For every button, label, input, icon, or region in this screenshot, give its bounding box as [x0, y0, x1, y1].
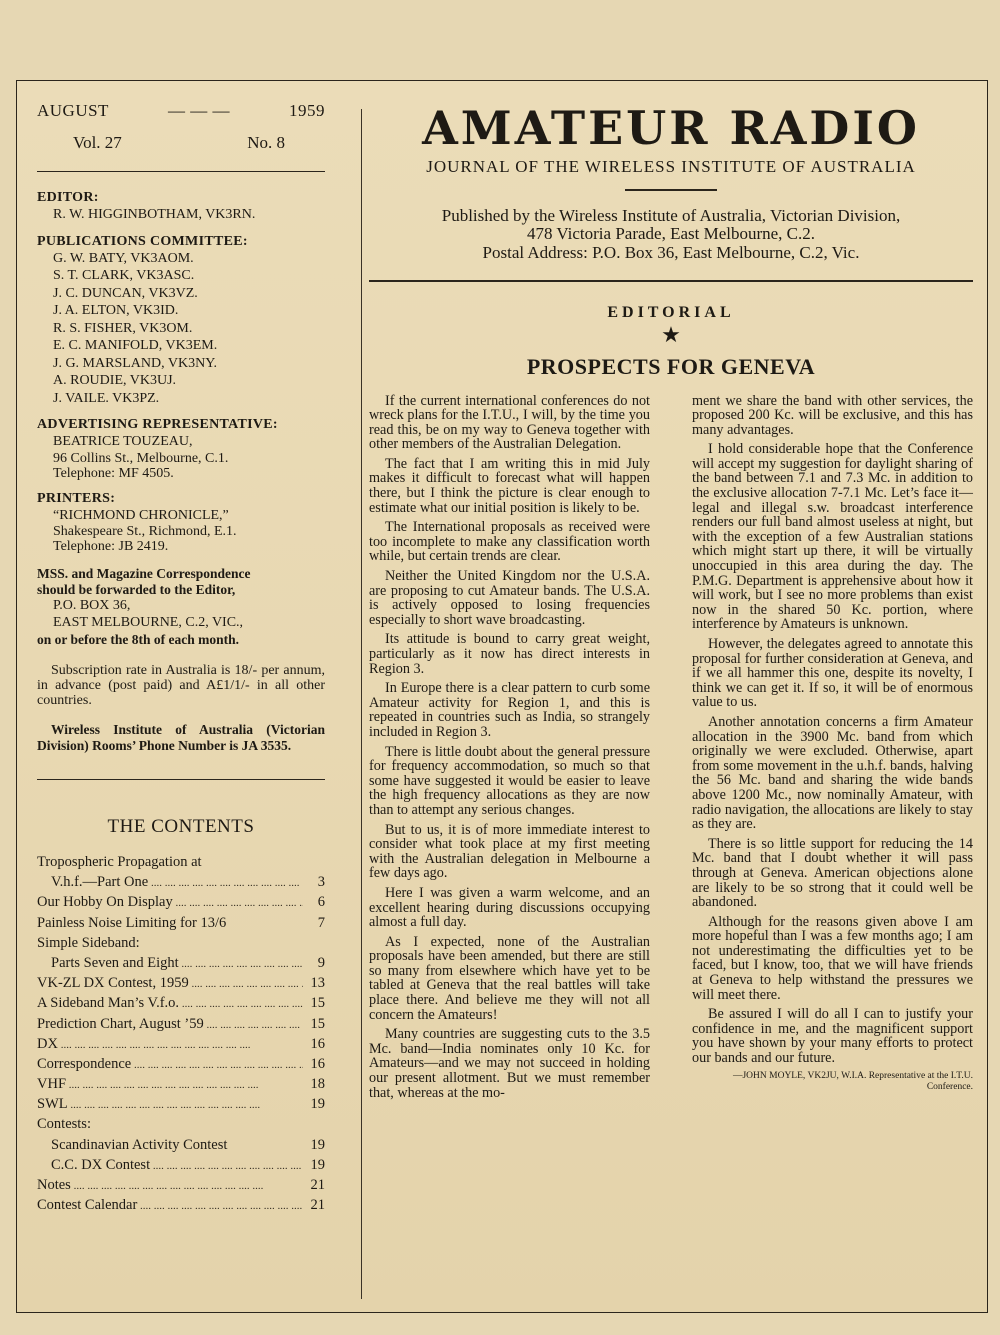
- contents-item-page: 19: [310, 1096, 325, 1113]
- mss-address: P.O. BOX 36,: [53, 598, 131, 613]
- editorial-label: EDITORIAL: [607, 303, 735, 321]
- editorial-title: PROSPECTS FOR GENEVA: [526, 353, 816, 379]
- mss-deadline: on or before the 8th of each month.: [37, 632, 239, 647]
- printers-line: Telephone: JB 2419.: [53, 539, 169, 554]
- contents-item: [37, 913, 325, 933]
- contents-item: [37, 872, 325, 892]
- editorial-paragraph: I hold considerable hope that the Conference will accept my suggestion for daylight sharing of the band between 7.1 and 7.3 Mc. in addition to the exclusive allocation 7-7.1 Mc. Let’s face it—legal and illegal s.w. broadcast interference renders our full band almost useless at night, but with the exception of a few Australian stations which might start up there, it will be virtually unoccupied in this area during the day. The P.M.G. Department is apprehensive about how it will work, but I see no more problems than exist now in the shared 50 Kc. portion, where interference by Amateurs is unknown.: [692, 441, 973, 633]
- contents-item-page: 6: [317, 894, 325, 911]
- editorial-paragraph: Another annotation concerns a firm Amateur allocation in the 3900 Mc. band from which originally we were excluded. Otherwise, apart from some movement in the u.h.f. bands, halving the 56 Mc. band and sharing the wide bands above 1200 Mc., now nominally Amateur, with radio navigation, the allocations are likely to stay as they are.: [692, 713, 973, 833]
- contents-item: [37, 1195, 325, 1215]
- editorial-paragraph: There is little doubt about the general pressure for frequency accommodation, so much so that some have suggested it would be easier to leave the high frequency allocations as they are now than to attempt any serious changes.: [369, 743, 650, 818]
- mss-block: [37, 566, 325, 649]
- contents-item: [37, 1155, 325, 1175]
- editorial-signature: —JOHN MOYLE, VK2JU, W.I.A. Representative at the I.T.U. Conference.: [732, 1070, 973, 1092]
- printers-label: PRINTERS:: [37, 490, 116, 506]
- contents-item: [37, 892, 325, 912]
- issue-dashes: — — —: [167, 101, 230, 120]
- contents-item-title: Simple Sideband:: [37, 934, 140, 951]
- contents-item-title: Tropospheric Propagation at: [37, 854, 202, 870]
- editorial-paragraph: In Europe there is a clear pattern to curb some Amateur activity for Region 1, and this is repeated in countries such as India, so strangely included in Region 3.: [369, 680, 650, 740]
- publisher-line: Published by the Wireless Institute of Australia, Victorian Division,: [441, 205, 901, 225]
- contents-item: [37, 1114, 325, 1134]
- mss-text: MSS. and Magazine Correspondence: [37, 566, 251, 581]
- star-icon: ★: [661, 321, 681, 347]
- issue-number-row: [37, 133, 325, 153]
- contents-item-title: Our Hobby On Display ....: [37, 892, 303, 913]
- editorial-paragraph: The fact that I am writing this in mid July makes it difficult to forecast what will happen there, but I think the picture is clear enough to estimate what our initial position is likely to be.: [369, 455, 650, 516]
- contents-item-page: 7: [317, 914, 325, 931]
- publisher-line: Postal Address: P.O. Box 36, East Melbourne, C.2, Vic.: [482, 242, 860, 262]
- pubcom-member: J. A. ELTON, VK3ID.: [53, 303, 179, 318]
- editor-name: R. W. HIGGINBOTHAM, VK3RN.: [53, 207, 256, 222]
- editorial-paragraph: Although for the reasons given above I am more hopeful than I was a few months ago; I am not underestimating the difficulties yet to be faced, but I know, too, that we will have friends at Geneva to help withstand the pressures we will meet there.: [692, 913, 973, 1003]
- contents-item: [37, 953, 325, 973]
- editorial-paragraph: The International proposals as received were too incomplete to make any classification worth while, but certain trends are clear.: [369, 519, 650, 565]
- pubcom-member: J. G. MARSLAND, VK3NY.: [53, 355, 218, 371]
- editorial-body: [369, 394, 973, 1106]
- contents-title: THE CONTENTS: [107, 816, 255, 837]
- pubcom-list: [37, 250, 325, 408]
- contents-item-page: 16: [310, 1055, 325, 1072]
- pubcom-member: J. C. DUNCAN, VK3VZ.: [53, 285, 198, 301]
- contents-item: [37, 933, 325, 953]
- pubcom-label: PUBLICATIONS COMMITTEE:: [37, 233, 248, 249]
- editorial-paragraph: However, the delegates agreed to annotate this proposal for further consideration at Geneva, and if we all hammer this one, despite its novelty, I think we can get it. If so, it will be of enormous value to us.: [692, 636, 973, 711]
- contents-item-page: 21: [310, 1177, 325, 1193]
- contents-item-title: Correspondence ....: [37, 1054, 303, 1075]
- left-sidebar: [37, 101, 325, 1215]
- contents-item-title: Painless Noise Limiting for 13/6: [37, 914, 227, 931]
- contents-item-title: Prediction Chart, August ’59 ....: [37, 1014, 303, 1035]
- contents-item-title: V.h.f.—Part One ....: [51, 872, 303, 893]
- contents-item: [37, 1034, 325, 1054]
- issue-year: 1959: [288, 101, 325, 120]
- column-divider: [361, 109, 362, 1299]
- contents-item-page: 19: [310, 1156, 325, 1173]
- editorial-column-right: [692, 394, 973, 1106]
- pubcom-member: A. ROUDIE, VK3UJ.: [53, 373, 177, 388]
- contents-item-page: 3: [317, 874, 325, 891]
- issue-number: No. 8: [247, 133, 285, 152]
- publisher-line: 478 Victoria Parade, East Melbourne, C.2.: [526, 224, 816, 243]
- advertising-line: BEATRICE TOUZEAU,: [53, 434, 193, 449]
- contents-item: [37, 1175, 325, 1195]
- editorial-paragraph: Here I was given a warm welcome, and an excellent hearing during discussions occupying almost a full day.: [369, 884, 650, 931]
- long-divider: [369, 280, 973, 282]
- editor-label: EDITOR:: [37, 190, 99, 205]
- advertising-line: Telephone: MF 4505.: [53, 465, 174, 481]
- contents-item-title: Scandinavian Activity Contest: [51, 1136, 228, 1153]
- contents-item-page: 15: [310, 995, 325, 1012]
- contents-item: [37, 852, 325, 872]
- short-divider: [625, 189, 717, 191]
- editorial-paragraph: ment we share the band with other services, the proposed 200 Kc. will be exclusive, and this has many advantages.: [692, 392, 973, 438]
- contents-item-page: 13: [310, 975, 325, 992]
- advertising-line: 96 Collins St., Melbourne, C.1.: [53, 450, 229, 466]
- contents-item-title: DX ....: [37, 1034, 303, 1055]
- contents-item: [37, 993, 325, 1013]
- editorial-paragraph: Neither the United Kingdom nor the U.S.A. are proposing to cut Amateur bands. The U.S.A. is actively opposed to losing frequencies especially to short wave broadcasting.: [369, 568, 650, 628]
- pubcom-member: R. S. FISHER, VK3OM.: [53, 320, 193, 336]
- editorial-paragraph: There is so little support for reducing the 14 Mc. band that I doubt whether it will pass through at Geneva. American objections alone are likely to be so strong that it could well be abandoned.: [692, 835, 973, 911]
- contents-item: [37, 973, 325, 993]
- contents-item-title: A Sideband Man’s V.f.o. ....: [37, 993, 303, 1014]
- main-column: [369, 101, 973, 1105]
- contents-item-page: 21: [310, 1197, 325, 1214]
- editorial-paragraph: Many countries are suggesting cuts to the 3.5 Mc. band—India nominates only 10 Kc. for Amateurs—and we may not succeed in holding our present allotment. But we must remember that, whereas at the mo-: [369, 1026, 650, 1101]
- pubcom-member: E. C. MANIFOLD, VK3EM.: [53, 338, 218, 353]
- issue-month: AUGUST: [37, 101, 109, 120]
- contents-item: [37, 1094, 325, 1114]
- magazine-page: [16, 80, 988, 1313]
- contents-item-title: Notes ....: [37, 1175, 303, 1196]
- phone-text: Wireless Institute of Australia (Victorian Division) Rooms’ Phone Number is JA 3535.: [37, 722, 325, 753]
- subscription-text: Subscription rate in Australia is 18/- per annum, in advance (post paid) and A£1/1/- in all other countries.: [37, 663, 325, 708]
- divider: [37, 779, 325, 780]
- printers-line: Shakespeare St., Richmond, E.1.: [53, 524, 237, 539]
- contents-item-title: Contests:: [37, 1116, 91, 1133]
- contents-item-title: Parts Seven and Eight ....: [51, 953, 303, 974]
- contents-item-title: VK-ZL DX Contest, 1959 ....: [37, 973, 303, 994]
- editorial-paragraph: Be assured I will do all I can to justify your confidence in me, and the magnificent support you have shown by your many efforts to protect our bands and our future.: [692, 1006, 973, 1067]
- editorial-paragraph: As I expected, none of the Australian proposals have been amended, but there are still so many from elsewhere which have yet to be tabled at Geneva that the real battles will take place there. And believe me they will not all concern the Amateurs!: [369, 933, 650, 1023]
- printers-line: “RICHMOND CHRONICLE,”: [53, 507, 229, 523]
- masthead-title: AMATEUR RADIO: [422, 101, 920, 155]
- contents-list: [37, 852, 325, 1215]
- divider: [37, 171, 325, 172]
- pubcom-member: G. W. BATY, VK3AOM.: [53, 250, 194, 266]
- publisher-info: [369, 207, 973, 263]
- editorial-paragraph: If the current international conferences do not wreck plans for the I.T.U., I will, by the time you read this, be on my way to Geneva together with other members of the Australian Delegation.: [369, 392, 650, 453]
- issue-date-row: [37, 101, 325, 121]
- contents-item: [37, 1054, 325, 1074]
- pubcom-member: S. T. CLARK, VK3ASC.: [53, 268, 195, 283]
- contents-item-title: C.C. DX Contest ....: [51, 1155, 303, 1176]
- issue-volume: Vol. 27: [73, 133, 122, 152]
- advertising-label: ADVERTISING REPRESENTATIVE:: [37, 417, 278, 432]
- contents-item-title: Contest Calendar ....: [37, 1195, 303, 1216]
- contents-item-page: 18: [310, 1076, 325, 1093]
- pubcom-member: J. VAILE. VK3PZ.: [53, 390, 160, 406]
- contents-item-page: 19: [310, 1136, 325, 1153]
- contents-item-title: SWL ....: [37, 1094, 303, 1115]
- contents-item: [37, 1135, 325, 1155]
- contents-item-title: VHF ....: [37, 1074, 303, 1095]
- contents-item: [37, 1014, 325, 1034]
- contents-item-page: 16: [310, 1035, 325, 1052]
- contents-item-page: 9: [317, 954, 325, 971]
- masthead-subtitle: JOURNAL OF THE WIRELESS INSTITUTE OF AUSTRALIA: [426, 157, 916, 176]
- mss-text: should be forwarded to the Editor,: [37, 581, 236, 597]
- editorial-paragraph: But to us, it is of more immediate interest to consider what took place at my first meeting with the Australian delegation in Melbourne a few days ago.: [369, 821, 650, 882]
- contents-item: [37, 1074, 325, 1094]
- editorial-paragraph: Its attitude is bound to carry great weight, particularly as it now has direct interests in Region 3.: [369, 631, 650, 677]
- mss-address: EAST MELBOURNE, C.2, VIC.,: [53, 615, 244, 630]
- contents-item-page: 15: [310, 1015, 325, 1032]
- editorial-column-left: [369, 394, 650, 1106]
